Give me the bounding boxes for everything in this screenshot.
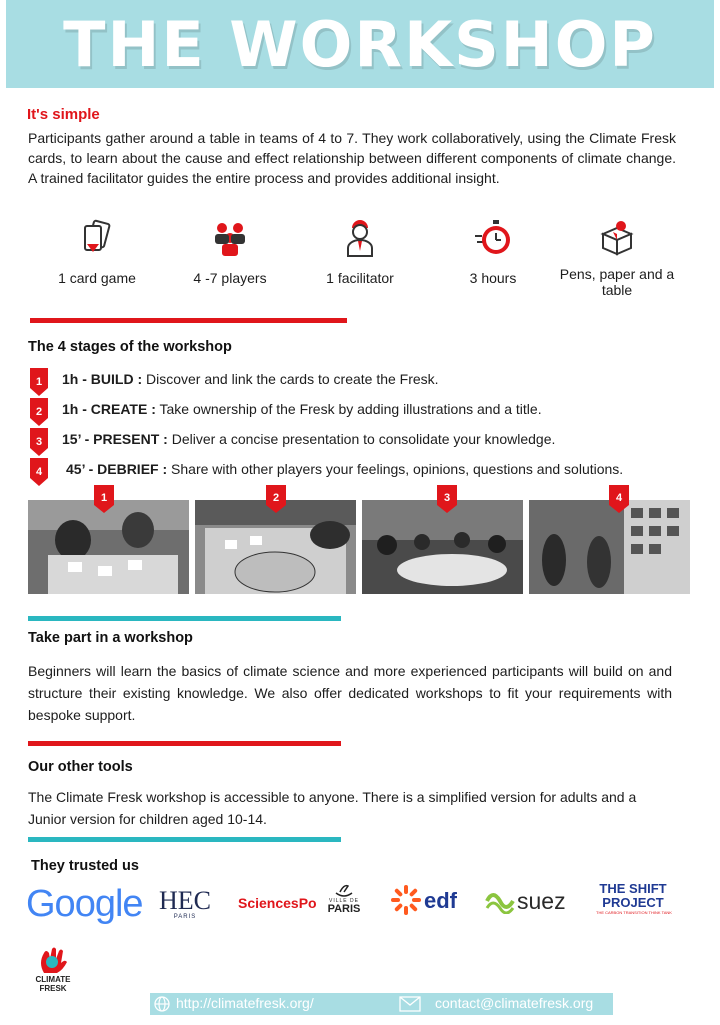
stage-name: 15’ - PRESENT : (62, 431, 168, 447)
stage-item (30, 398, 690, 422)
feature-label: Pens, paper and a table (559, 266, 675, 298)
ship-icon (334, 884, 354, 898)
divider-red (30, 318, 347, 323)
stage-description: Take ownership of the Fresk by adding illustrations and a title. (155, 401, 542, 417)
brand-line2: FRESK (39, 984, 67, 993)
stage-text (62, 401, 542, 417)
stopwatch-icon (473, 218, 513, 258)
stage-name: 45’ - DEBRIEF : (66, 461, 168, 477)
feature-label: 3 hours (469, 270, 517, 286)
hec-logo (155, 888, 215, 920)
workshop-photo-create (195, 500, 356, 594)
hand-icon (36, 945, 70, 975)
intro-heading: It's simple (27, 106, 100, 123)
stage-number: 3 (35, 436, 43, 448)
feature-materials (547, 218, 687, 298)
trusted-title: They trusted us (31, 858, 139, 874)
photo-marker-number: 2 (272, 492, 280, 504)
stage-text (62, 371, 439, 387)
stage-marker-icon (30, 428, 48, 456)
feature-label: 1 card game (58, 270, 136, 286)
suez-logo-text: suez (517, 888, 566, 914)
photo-marker-icon (94, 485, 114, 513)
stage-name: 1h - BUILD : (62, 371, 143, 387)
take-part-title: Take part in a workshop (28, 630, 193, 646)
feature-card-game (27, 218, 167, 286)
edf-sun-icon (390, 884, 422, 916)
sciencespo-logo: SciencesPo (238, 895, 317, 911)
photo-marker-number: 4 (615, 492, 623, 504)
facilitator-icon (340, 218, 380, 258)
cards-icon (77, 218, 117, 258)
divider-teal (28, 616, 341, 621)
google-logo-text: Google (26, 883, 143, 925)
suez-wave-icon (485, 888, 515, 914)
stage-marker-icon (30, 398, 48, 426)
divider-teal (28, 837, 341, 842)
suez-logo (485, 888, 577, 918)
stage-description: Share with other players your feelings, opinions, questions and solutions. (167, 461, 624, 477)
divider-red (28, 741, 341, 746)
stages-title: The 4 stages of the workshop (28, 339, 232, 355)
google-logo (26, 883, 143, 926)
feature-label: 1 facilitator (326, 270, 394, 286)
photo-marker-icon (266, 485, 286, 513)
photo-marker-number: 3 (443, 492, 451, 504)
shift-project-logo (596, 882, 670, 916)
stage-text (66, 461, 623, 477)
mail-icon (399, 996, 421, 1012)
globe-icon (154, 996, 170, 1012)
photo-marker-icon (437, 485, 457, 513)
email-link[interactable]: contact@climatefresk.org (435, 995, 594, 1011)
photo-marker-icon (609, 485, 629, 513)
footer-bar (150, 993, 613, 1015)
workshop-photo-build (28, 500, 189, 594)
stage-number: 4 (35, 466, 43, 478)
stage-item (30, 368, 690, 392)
ville-de-paris-logo (323, 884, 365, 915)
stage-number: 2 (35, 406, 43, 418)
workshop-photo-present (362, 500, 523, 594)
stage-description: Discover and link the cards to create the Fresk. (142, 371, 439, 387)
ville-logo-paris: PARIS (327, 903, 361, 915)
intro-text: Participants gather around a table in teams of 4 to 7. They work collaboratively, using the Climate Fresk cards, to learn about the cause and effect relationship between different components of climate change. A trained facilitator guides the entire process and provides additional insight. (28, 130, 676, 186)
stage-description: Deliver a concise presentation to consolidate your knowledge. (167, 431, 556, 447)
stage-item (30, 428, 690, 452)
page-title: THE WORKSHOP (63, 8, 657, 81)
feature-duration (423, 218, 563, 286)
climate-fresk-logo (30, 945, 76, 993)
ville-logo-top: VILLE DE (329, 898, 359, 904)
edf-logo (390, 884, 470, 918)
website-link[interactable]: http://climatefresk.org/ (176, 995, 314, 1011)
stage-name: 1h - CREATE : (62, 401, 156, 417)
stage-item (30, 458, 690, 482)
feature-label: 4 -7 players (193, 270, 267, 286)
edf-logo-text: edf (424, 888, 457, 913)
shift-logo-line2: PROJECT (602, 895, 664, 910)
feature-facilitator (290, 218, 430, 286)
stage-marker-icon (30, 458, 48, 486)
shift-logo-tag: THE CARBON TRANSITION THINK TANK (596, 910, 672, 915)
other-tools-text: The Climate Fresk workshop is accessible to anyone. There is a simplified version for adults and a Junior version for children aged 10-14. (28, 789, 637, 827)
stage-text (62, 431, 555, 447)
photo-marker-number: 1 (100, 492, 108, 504)
players-icon (210, 218, 250, 258)
header-banner (6, 0, 714, 88)
feature-players (160, 218, 300, 286)
brand-line1: CLIMATE (35, 975, 71, 984)
box-icon (597, 218, 637, 258)
other-tools-title: Our other tools (28, 759, 133, 775)
stage-marker-icon (30, 368, 48, 396)
stage-number: 1 (35, 376, 43, 388)
hec-logo-sub: PARIS (173, 914, 197, 920)
hec-logo-main: HEC (159, 886, 211, 915)
take-part-text: Beginners will learn the basics of climate science and more experienced participants will build on and structure their existing knowledge. We also offer dedicated workshops to fit your requirements with bespoke support. (28, 663, 672, 723)
shift-logo-line1: THE SHIFT (599, 881, 667, 896)
workshop-photo-debrief (529, 500, 690, 594)
